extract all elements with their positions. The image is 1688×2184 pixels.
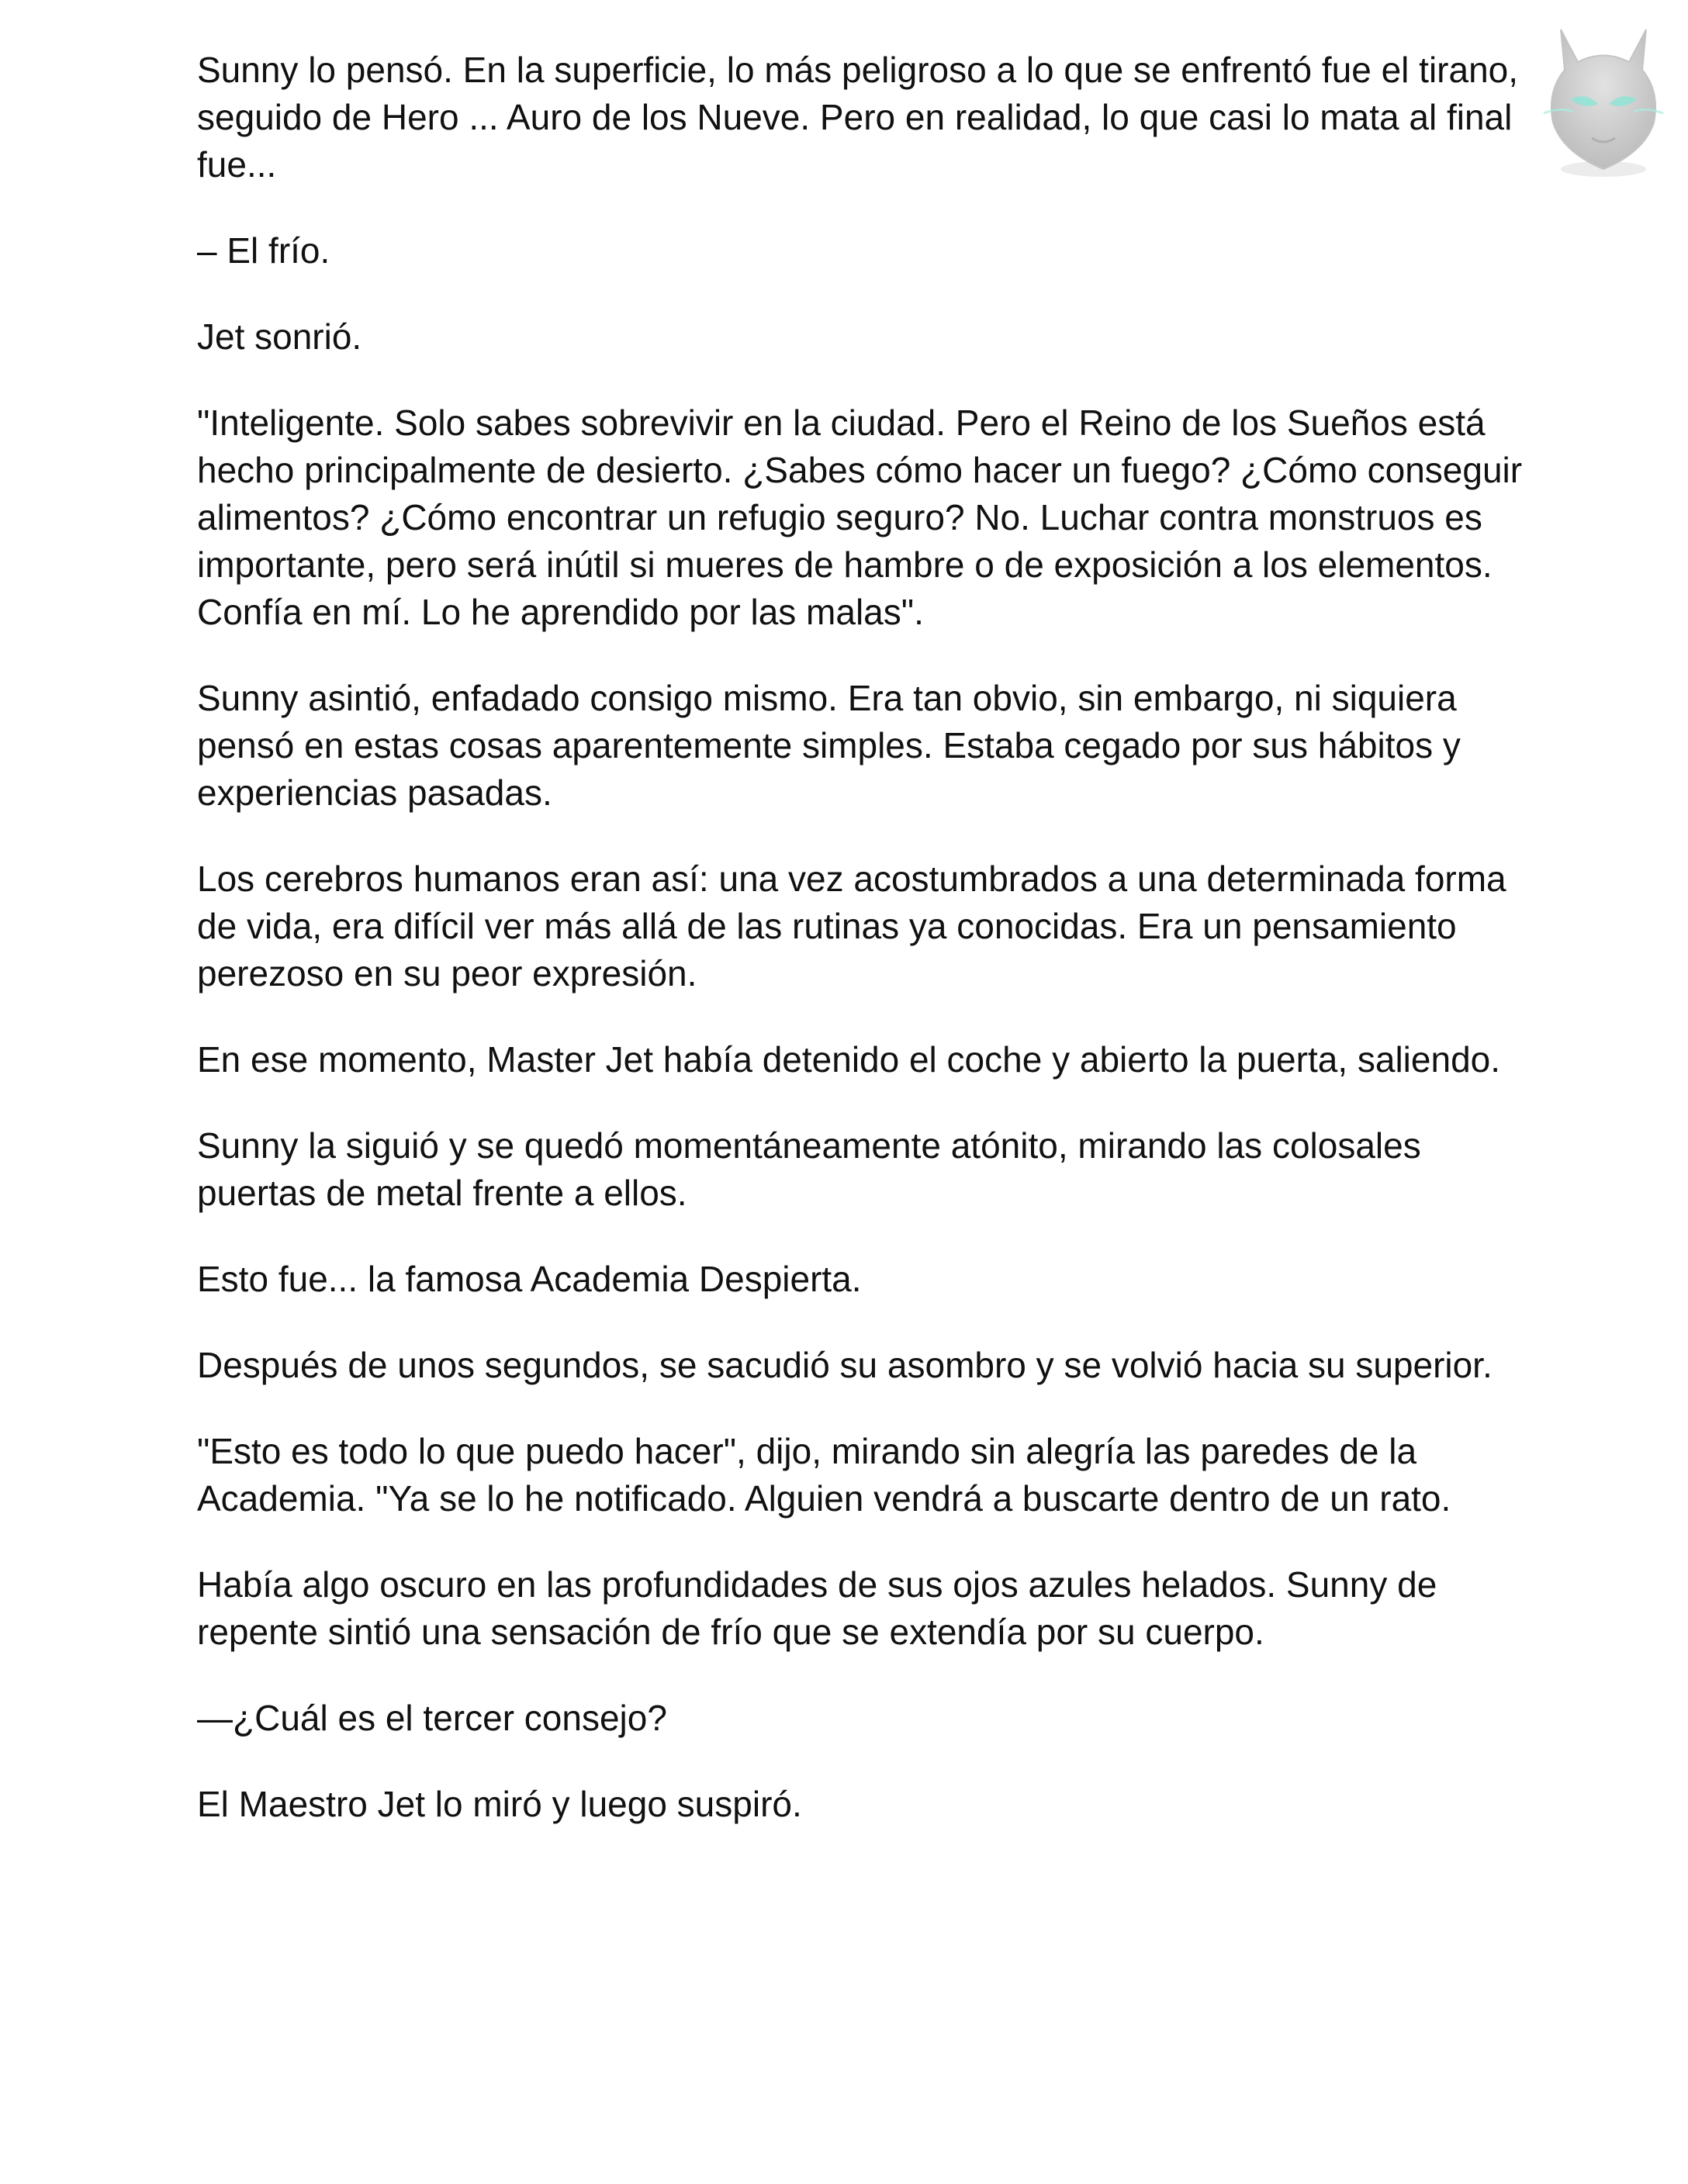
- chapter-text: [197, 47, 1531, 1867]
- paragraph: Esto fue... la famosa Academia Despierta.: [197, 1259, 862, 1299]
- paragraph: Sunny la siguió y se quedó momentáneamente atónito, mirando las colosales puertas de metal frente a ellos.: [197, 1125, 1421, 1213]
- paragraph: Después de unos segundos, se sacudió su asombro y se volvió hacia su superior.: [197, 1345, 1493, 1385]
- paragraph: "Esto es todo lo que puedo hacer", dijo, mirando sin alegría las paredes de la Academia. "Ya se lo he notificado. Alguien vendrá a buscarte dentro de un rato.: [197, 1431, 1451, 1519]
- paragraph: —¿Cuál es el tercer consejo?: [197, 1698, 667, 1738]
- paragraph: Jet sonrió.: [197, 316, 362, 357]
- paragraph: Los cerebros humanos eran así: una vez acostumbrados a una determinada forma de vida, era difícil ver más allá de las rutinas ya conocidas. Era un pensamiento perezoso en su peor expresión.: [197, 859, 1506, 994]
- paragraph: Sunny asintió, enfadado consigo mismo. Era tan obvio, sin embargo, ni siquiera pensó en estas cosas aparentemente simples. Estaba cegado por sus hábitos y experiencias pasadas.: [197, 678, 1461, 813]
- paragraph: Había algo oscuro en las profundidades de sus ojos azules helados. Sunny de repente sintió una sensación de frío que se extendía por su cuerpo.: [197, 1564, 1437, 1652]
- paragraph: El Maestro Jet lo miró y luego suspiró.: [197, 1784, 802, 1824]
- demon-mask-icon: [1530, 14, 1677, 185]
- paragraph: Sunny lo pensó. En la superficie, lo más peligroso a lo que se enfrentó fue el tirano, seguido de Hero ... Auro de los Nueve. Pero en realidad, lo que casi lo mata al final fue...: [197, 50, 1519, 185]
- paragraph: – El frío.: [197, 230, 330, 271]
- paragraph: En ese momento, Master Jet había detenido el coche y abierto la puerta, saliendo.: [197, 1039, 1501, 1080]
- paragraph: "Inteligente. Solo sabes sobrevivir en la ciudad. Pero el Reino de los Sueños está hecho principalmente de desierto. ¿Sabes cómo hacer un fuego? ¿Cómo conseguir alimentos? ¿Cómo encontrar un refugio seguro? No. Luchar contra monstruos es importante, pero será inútil si mueres de hambre o de exposición a los elementos. Confía en mí. Lo he aprendido por las malas".: [197, 403, 1523, 632]
